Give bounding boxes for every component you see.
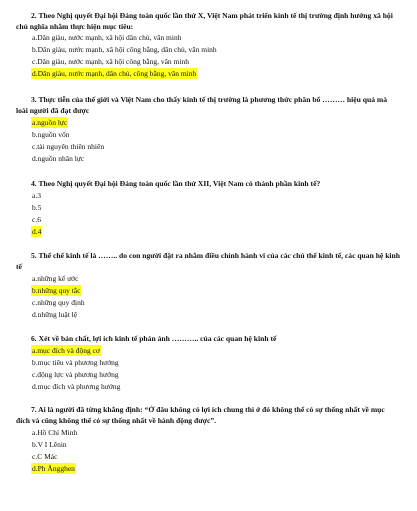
answer-option: b.Dân giàu, nước mạnh, xã hội công bằng, dân chủ, văn minh	[32, 45, 217, 54]
question-stem: 5. Thể chế kinh tế là …….. do con người đặt ra nhằm điều chỉnh hành vi của các chủ thể kinh tế, các quan hệ kinh tế	[16, 251, 400, 272]
answer-option-highlighted: d.Ph Ăngghen	[32, 464, 75, 473]
answer-option-highlighted: a.nguồn lực	[32, 118, 68, 127]
answer-option-highlighted: b.những quy tắc	[32, 286, 81, 295]
answer-option: c.tài nguyên thiên nhiên	[32, 142, 105, 151]
answer-option: a.những kế ước	[32, 274, 79, 283]
answer-option: b.V I Lênin	[32, 440, 67, 449]
question-stem: 4. Theo Nghị quyết Đại hội Đảng toàn quốc lần thứ XII, Việt Nam có thành phần kinh tế?	[31, 179, 321, 188]
answer-option: d.mục đích và phương hướng	[32, 382, 121, 391]
answer-option: b.nguồn vốn	[32, 130, 70, 139]
answer-option: c.6	[32, 215, 41, 224]
answer-option: a.Dân giàu, nước mạnh, xã hội dân chủ, văn minh	[32, 33, 182, 42]
answer-option: c.C Mác	[32, 452, 58, 461]
answer-option: b.mục tiêu và phương hướng	[32, 358, 119, 367]
answer-option-highlighted: d.Dân giàu, nước mạnh, dân chủ, công bằng, văn minh	[32, 69, 197, 78]
answer-option: c.những quy định	[32, 298, 85, 307]
answer-option: a.Hồ Chí Minh	[32, 428, 78, 437]
question-stem: 3. Thực tiễn của thế giới và Việt Nam cho thấy kinh tế thị trường là phương thức phân bổ ……… hiệu quả mà loài người đã đạt được	[16, 95, 388, 116]
answer-option: d.nguồn nhân lực	[32, 154, 85, 163]
answer-option: c.Dân giàu, nước mạnh, xã hội công bằng, văn minh	[32, 57, 189, 66]
answer-option: a.3	[32, 191, 41, 200]
answer-option: c.động lực và phương hướng	[32, 370, 119, 379]
question-stem: 2. Theo Nghị quyết Đại hội Đảng toàn quốc lần thứ X, Việt Nam phát triển kinh tế thị trường định hướng xã hội chủ nghĩa nhằm thực hiện mục tiêu:	[16, 11, 393, 32]
answer-option: b.5	[32, 203, 42, 212]
answer-option: d.những luật lệ	[32, 310, 78, 319]
question-stem: 7. Ai là người đã từng khẳng định: “Ở đâu không có lợi ích chung thì ở đó không thể có sự thống nhất về mục đích và cũng không thể có sự thống nhất về hành động được”.	[16, 405, 385, 426]
answer-option-highlighted: a.mục đích và động cơ	[32, 346, 100, 355]
answer-option-highlighted: d.4	[32, 227, 42, 236]
question-stem: 6. Xét về bản chất, lợi ích kinh tế phản ánh ……….. của các quan hệ kinh tế	[31, 334, 277, 343]
